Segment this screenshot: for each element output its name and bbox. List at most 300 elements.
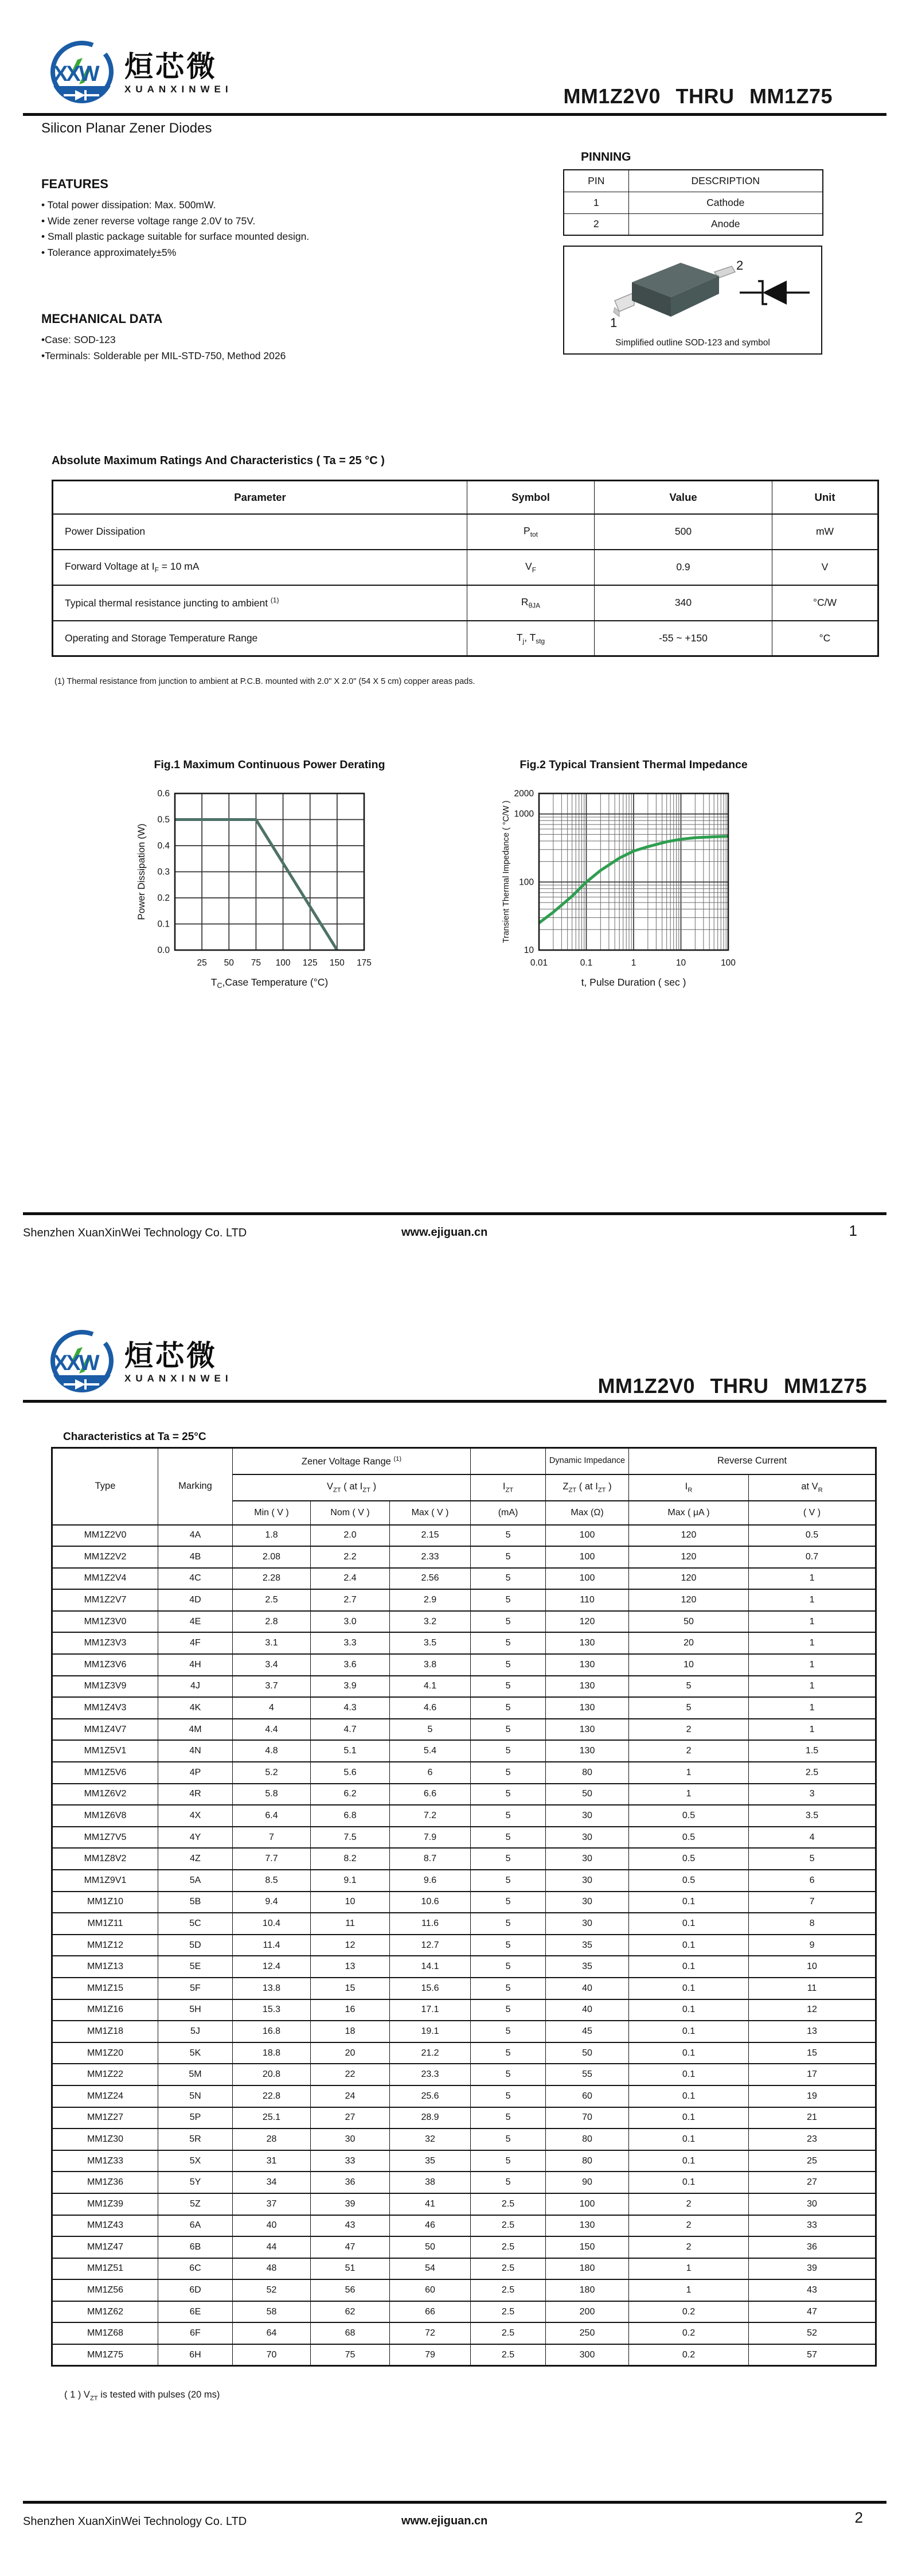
value-cell: 2.5 [471, 2258, 546, 2280]
value-cell: 4D [158, 1589, 233, 1611]
table-header-row [53, 481, 878, 514]
value-cell: 27 [311, 2107, 390, 2129]
value-cell: 10.4 [233, 1913, 311, 1935]
value-cell: 11.4 [233, 1935, 311, 1956]
type-cell: MM1Z27 [52, 2107, 158, 2129]
value-cell: 35 [546, 1935, 629, 1956]
characteristics-tbody [52, 1525, 876, 2366]
value-cell: 110 [546, 1589, 629, 1611]
value-cell: 30 [749, 2193, 876, 2215]
value-cell: 30 [311, 2128, 390, 2150]
value-cell: 14.1 [390, 1956, 471, 1978]
value-cell: 150 [546, 2236, 629, 2258]
type-cell: MM1Z15 [52, 1978, 158, 1999]
value-cell: 5 [471, 1719, 546, 1741]
value-cell: 7.5 [311, 1827, 390, 1849]
value-cell: 0.5 [629, 1805, 749, 1827]
table-row [564, 192, 823, 213]
value-cell: 4.3 [311, 1697, 390, 1719]
symbol-col-header: Symbol [467, 481, 595, 514]
value-cell: 3.3 [311, 1632, 390, 1654]
value-cell: 30 [546, 1827, 629, 1849]
type-cell: MM1Z24 [52, 2085, 158, 2107]
value-cell: 80 [546, 2150, 629, 2172]
value-cell: 9.6 [390, 1870, 471, 1892]
fig2-title: Fig.2 Typical Transient Thermal Impedance [520, 758, 748, 771]
reverse-current-group-header: Reverse Current [629, 1448, 876, 1474]
page-title: MM1Z2V0 THRU MM1Z75 [563, 84, 833, 108]
value-cell: 100 [546, 2193, 629, 2215]
type-cell: MM1Z22 [52, 2064, 158, 2085]
value-cell: 0.1 [629, 2172, 749, 2193]
svg-text:1: 1 [631, 958, 636, 968]
value-cell: 5Z [158, 2193, 233, 2215]
table-row [52, 2064, 876, 2085]
value-cell: 4E [158, 1611, 233, 1633]
value-cell: 47 [749, 2301, 876, 2323]
value-cell: 4.1 [390, 1676, 471, 1698]
feature-item: • Tolerance approximately±5% [41, 246, 177, 258]
document-subtitle: Silicon Planar Zener Diodes [41, 120, 212, 136]
value-cell: 43 [311, 2215, 390, 2237]
page-number: 1 [849, 1222, 857, 1239]
value-cell: 13.8 [233, 1978, 311, 1999]
value-cell: 50 [629, 1611, 749, 1633]
ir-header: $I_R$ [629, 1474, 749, 1501]
value-cell: 0.1 [629, 1892, 749, 1913]
value-cell: 5 [629, 1676, 749, 1698]
table-row [52, 1719, 876, 1741]
value-cell: 5 [471, 1676, 546, 1698]
value-cell: 6D [158, 2279, 233, 2301]
value-cell: 5 [471, 1784, 546, 1805]
value-cell: 2.5 [471, 2236, 546, 2258]
value-cell: 120 [629, 1589, 749, 1611]
value-cell: 5.2 [233, 1762, 311, 1784]
value-cell: 0.1 [629, 1956, 749, 1978]
value-cell: 5 [471, 2128, 546, 2150]
value-cell: 0.5 [629, 1870, 749, 1892]
type-cell: MM1Z12 [52, 1935, 158, 1956]
value-cell: 20.8 [233, 2064, 311, 2085]
value-cell: 10 [749, 1956, 876, 1978]
value-cell: 6A [158, 2215, 233, 2237]
value-cell: 40 [546, 1978, 629, 1999]
value-cell: 10.6 [390, 1892, 471, 1913]
parameter-col-header: Parameter [53, 481, 467, 514]
value-cell: 44 [233, 2236, 311, 2258]
value-cell: 4M [158, 1719, 233, 1741]
unit-header: Max (Ω) [546, 1501, 629, 1525]
value-cell: 57 [749, 2344, 876, 2366]
value-cell: 55 [546, 2064, 629, 2085]
value-cell: 5Y [158, 2172, 233, 2193]
value-cell: 3.4 [233, 1654, 311, 1676]
table-row [52, 2107, 876, 2129]
table-row [52, 2258, 876, 2280]
value-cell: 5J [158, 2021, 233, 2042]
value-cell: 56 [311, 2279, 390, 2301]
pin1-label: 1 [610, 316, 618, 330]
value-cell: 180 [546, 2279, 629, 2301]
value-cell: 130 [546, 1697, 629, 1719]
value-cell: 5A [158, 1870, 233, 1892]
value-cell: 1 [749, 1568, 876, 1590]
value-cell: 5C [158, 1913, 233, 1935]
svg-text:t, Pulse Duration ( sec ): t, Pulse Duration ( sec ) [581, 976, 686, 988]
value-cell: 0.1 [629, 1999, 749, 2021]
symbol-cell: $T_j$, $T_{stg}$ [467, 621, 595, 656]
pinning-table [563, 169, 823, 236]
table-row [52, 1632, 876, 1654]
value-cell: 1 [749, 1611, 876, 1633]
header-rule [23, 1400, 886, 1403]
value-cell: 80 [546, 1762, 629, 1784]
value-cell: 33 [311, 2150, 390, 2172]
blank-header-cell [471, 1448, 546, 1474]
value-cell: 25.1 [233, 2107, 311, 2129]
value-cell: 5 [471, 1870, 546, 1892]
value-cell: 60 [390, 2279, 471, 2301]
table-row [52, 2236, 876, 2258]
value-cell: 6.4 [233, 1805, 311, 1827]
value-cell: 10 [311, 1892, 390, 1913]
value-cell: 2.8 [233, 1611, 311, 1633]
svg-text:10: 10 [524, 945, 534, 955]
svg-text:0.3: 0.3 [157, 867, 170, 877]
value-cell: 3.0 [311, 1611, 390, 1633]
value-cell: 1.8 [233, 1525, 311, 1547]
value-cell: 100 [546, 1525, 629, 1547]
mechanical-item: •Terminals: Solderable per MIL-STD-750, Method 2026 [41, 349, 286, 361]
value-cell: 250 [546, 2322, 629, 2344]
characteristics-footnote: ( 1 ) $V_{ZT}$ is tested with pulses (20 ms) [64, 2390, 220, 2402]
value-cell: 5 [471, 1632, 546, 1654]
type-cell: MM1Z6V8 [52, 1805, 158, 1827]
value-cell: 4.6 [390, 1697, 471, 1719]
table-row [52, 2172, 876, 2193]
value-cell: 340 [595, 585, 772, 621]
value-cell: 6E [158, 2301, 233, 2323]
type-cell: MM1Z4V3 [52, 1697, 158, 1719]
svg-text:150: 150 [329, 958, 345, 968]
value-cell: 39 [311, 2193, 390, 2215]
type-cell: MM1Z6V2 [52, 1784, 158, 1805]
value-cell: -55 ~ +150 [595, 621, 772, 656]
value-cell: 1 [749, 1632, 876, 1654]
value-cell: 5R [158, 2128, 233, 2150]
value-cell: 5 [471, 1848, 546, 1870]
value-cell: 4N [158, 1740, 233, 1762]
value-cell: 4.7 [311, 1719, 390, 1741]
type-cell: MM1Z7V5 [52, 1827, 158, 1849]
logo-name-zh: 烜芯微 [124, 1340, 217, 1372]
value-cell: 120 [629, 1525, 749, 1547]
value-cell: 80 [546, 2128, 629, 2150]
value-cell: 5B [158, 1892, 233, 1913]
value-cell: 13 [749, 2021, 876, 2042]
at-vr-header: at $V_R$ [749, 1474, 876, 1501]
abs-max-tbody [53, 514, 878, 656]
svg-text:TC,Case Temperature (°C): $T_C,Case$ Temperature (°C) [210, 976, 329, 990]
value-cell: 4F [158, 1632, 233, 1654]
value-cell: 15 [311, 1978, 390, 1999]
table-row [52, 1654, 876, 1676]
value-cell: 120 [629, 1546, 749, 1568]
value-cell: 130 [546, 1676, 629, 1698]
value-cell: 5M [158, 2064, 233, 2085]
type-cell: MM1Z39 [52, 2193, 158, 2215]
value-cell: 2.5 [471, 2301, 546, 2323]
type-cell: MM1Z5V1 [52, 1740, 158, 1762]
type-cell: MM1Z5V6 [52, 1762, 158, 1784]
svg-text:0.01: 0.01 [530, 958, 548, 968]
value-cell: 1 [629, 2279, 749, 2301]
value-cell: 8.7 [390, 1848, 471, 1870]
type-cell: MM1Z62 [52, 2301, 158, 2323]
value-cell: 5 [471, 1525, 546, 1547]
value-cell: 2.5 [749, 1762, 876, 1784]
svg-text:0.5: 0.5 [157, 815, 170, 825]
symbol-cell: $P_{tot}$ [467, 514, 595, 550]
value-cell: 3.9 [311, 1676, 390, 1698]
value-cell: 1.5 [749, 1740, 876, 1762]
value-cell: 13 [311, 1956, 390, 1978]
izt-header: $I_{ZT}$ [471, 1474, 546, 1501]
value-cell: 7.9 [390, 1827, 471, 1849]
value-cell: 20 [629, 1632, 749, 1654]
value-cell: 25 [749, 2150, 876, 2172]
value-cell: 500 [595, 514, 772, 550]
table-row [52, 1546, 876, 1568]
type-cell: MM1Z36 [52, 2172, 158, 2193]
value-cell: 62 [311, 2301, 390, 2323]
value-cell: 68 [311, 2322, 390, 2344]
value-cell: 35 [546, 1956, 629, 1978]
value-cell: 30 [546, 1892, 629, 1913]
value-cell: 3.6 [311, 1654, 390, 1676]
value-cell: 5 [471, 1956, 546, 1978]
value-cell: 5 [471, 2085, 546, 2107]
value-cell: 5.6 [311, 1762, 390, 1784]
fig2-thermal-impedance [493, 758, 774, 995]
value-cell: 43 [749, 2279, 876, 2301]
value-cell: 15 [749, 2042, 876, 2064]
parameter-cell: Power Dissipation [53, 514, 467, 550]
value-cell: 5 [471, 2150, 546, 2172]
table-header-row [52, 1448, 876, 1474]
value-cell: 4 [749, 1827, 876, 1849]
svg-text:2000: 2000 [514, 789, 534, 799]
table-row [52, 1784, 876, 1805]
feature-item: • Total power dissipation: Max. 500mW. [41, 199, 216, 211]
symbol-cell: $V_F$ [467, 550, 595, 585]
value-cell: 12.4 [233, 1956, 311, 1978]
value-cell: 2 [629, 2193, 749, 2215]
value-cell: 50 [390, 2236, 471, 2258]
logo-icon [49, 1328, 118, 1397]
unit-header: Max ( V ) [390, 1501, 471, 1525]
value-cell: 36 [311, 2172, 390, 2193]
svg-text:Transient Thermal Impedance (: Transient Thermal Impedance ( °C/W ) [502, 800, 511, 943]
value-cell: 3.5 [749, 1805, 876, 1827]
characteristics-table [51, 1447, 877, 2367]
value-cell: 3 [749, 1784, 876, 1805]
value-cell: 12.7 [390, 1935, 471, 1956]
value-cell: 0.2 [629, 2344, 749, 2366]
value-cell: 1 [749, 1589, 876, 1611]
value-cell: 1 [629, 1784, 749, 1805]
value-cell: 64 [233, 2322, 311, 2344]
value-cell: 6 [390, 1762, 471, 1784]
parameter-cell: Forward Voltage at $I_F = 10$ mA [53, 550, 467, 585]
type-cell: MM1Z47 [52, 2236, 158, 2258]
value-cell: 130 [546, 1654, 629, 1676]
svg-text:50: 50 [224, 958, 234, 968]
type-cell: MM1Z8V2 [52, 1848, 158, 1870]
type-cell: MM1Z56 [52, 2279, 158, 2301]
value-cell: 5 [749, 1848, 876, 1870]
type-cell: MM1Z2V0 [52, 1525, 158, 1547]
value-cell: 39 [749, 2258, 876, 2280]
type-cell: MM1Z3V0 [52, 1611, 158, 1633]
type-cell: MM1Z75 [52, 2344, 158, 2366]
symbol-cell: $R_{\theta JA}$ [467, 585, 595, 621]
value-cell: 180 [546, 2258, 629, 2280]
value-cell: 5P [158, 2107, 233, 2129]
pin-description: Anode [628, 213, 823, 235]
value-cell: 9 [749, 1935, 876, 1956]
value-cell: 46 [390, 2215, 471, 2237]
value-cell: 19 [749, 2085, 876, 2107]
value-cell: 36 [749, 2236, 876, 2258]
value-cell: 22.8 [233, 2085, 311, 2107]
value-cell: 5 [471, 1546, 546, 1568]
footer-rule [23, 1212, 886, 1215]
value-cell: 6 [749, 1870, 876, 1892]
table-row [53, 514, 878, 550]
footer-rule [23, 2501, 886, 2504]
value-cell: 52 [749, 2322, 876, 2344]
value-cell: 4H [158, 1654, 233, 1676]
pin-description: Cathode [628, 192, 823, 213]
type-cell: MM1Z9V1 [52, 1870, 158, 1892]
table-row [52, 1870, 876, 1892]
value-cell: 4C [158, 1568, 233, 1590]
value-cell: 5 [471, 2064, 546, 2085]
value-cell: 1 [749, 1654, 876, 1676]
value-cell: 2.08 [233, 1546, 311, 1568]
value-cell: 30 [546, 1870, 629, 1892]
pin-col-header: PIN [564, 170, 628, 192]
value-cell: 20 [311, 2042, 390, 2064]
value-cell: 0.9 [595, 550, 772, 585]
value-cell: 30 [546, 1805, 629, 1827]
value-cell: 5 [629, 1697, 749, 1719]
pinning-heading: PINNING [581, 150, 631, 164]
value-cell: 0.2 [629, 2301, 749, 2323]
value-cell: 5 [471, 1654, 546, 1676]
value-cell: 130 [546, 1719, 629, 1741]
value-cell: 5 [471, 2107, 546, 2129]
value-cell: 24 [311, 2085, 390, 2107]
unit-header: Max ( μA ) [629, 1501, 749, 1525]
footer-company: Shenzhen XuanXinWei Technology Co. LTD [23, 2515, 247, 2528]
svg-text:100: 100 [275, 958, 291, 968]
parameter-cell: Typical thermal resistance juncting to ambient $^{(1)}$ [53, 585, 467, 621]
value-cell: 16 [311, 1999, 390, 2021]
value-cell: 0.1 [629, 2107, 749, 2129]
svg-text:75: 75 [251, 958, 261, 968]
svg-text:0.1: 0.1 [157, 919, 170, 929]
value-cell: 6.8 [311, 1805, 390, 1827]
header-rule [23, 113, 886, 116]
table-row [52, 1525, 876, 1547]
unit-header: Min ( V ) [233, 1501, 311, 1525]
fig2-chart [493, 772, 774, 993]
value-cell: 2.5 [471, 2193, 546, 2215]
value-cell: 6C [158, 2258, 233, 2280]
type-cell: MM1Z68 [52, 2322, 158, 2344]
unit-cell: °C [772, 621, 878, 656]
svg-text:0.6: 0.6 [157, 789, 170, 799]
table-row [52, 2215, 876, 2237]
value-cell: 48 [233, 2258, 311, 2280]
value-cell: 18 [311, 2021, 390, 2042]
table-row [52, 2193, 876, 2215]
value-cell: 5N [158, 2085, 233, 2107]
characteristics-heading: Characteristics at Ta = 25°C [63, 1431, 206, 1443]
type-cell: MM1Z3V3 [52, 1632, 158, 1654]
value-cell: 300 [546, 2344, 629, 2366]
value-cell: 0.1 [629, 2085, 749, 2107]
value-cell: 5 [471, 1611, 546, 1633]
value-cell: 5E [158, 1956, 233, 1978]
value-cell: 9.4 [233, 1892, 311, 1913]
logo-name-zh: 烜芯微 [124, 50, 217, 83]
package-outline-box [563, 246, 822, 355]
mechanical-data-list [41, 332, 286, 364]
value-cell: 4Y [158, 1827, 233, 1849]
value-cell: 5 [471, 2042, 546, 2064]
fig1-chart [129, 772, 410, 993]
value-cell: 4X [158, 1805, 233, 1827]
value-cell: 2.9 [390, 1589, 471, 1611]
type-cell: MM1Z33 [52, 2150, 158, 2172]
logo-name-en: XUANXINWEI [124, 83, 233, 95]
value-cell: 4A [158, 1525, 233, 1547]
svg-text:10: 10 [675, 958, 686, 968]
value-cell: 30 [546, 1913, 629, 1935]
zener-symbol-icon [740, 281, 810, 305]
table-row [52, 1892, 876, 1913]
description-col-header: DESCRIPTION [628, 170, 823, 192]
value-cell: 66 [390, 2301, 471, 2323]
mechanical-item: •Case: SOD-123 [41, 334, 116, 345]
outline-caption: Simplified outline SOD-123 and symbol [615, 338, 770, 348]
value-cell: 2.28 [233, 1568, 311, 1590]
value-cell: 2.4 [311, 1568, 390, 1590]
value-cell: 1 [749, 1676, 876, 1698]
value-cell: 40 [546, 1999, 629, 2021]
table-row [52, 1827, 876, 1849]
value-cell: 11.6 [390, 1913, 471, 1935]
mechanical-data-heading: MECHANICAL DATA [41, 312, 163, 326]
value-cell: 32 [390, 2128, 471, 2150]
value-cell: 130 [546, 1632, 629, 1654]
value-cell: 17 [749, 2064, 876, 2085]
value-cell: 21.2 [390, 2042, 471, 2064]
